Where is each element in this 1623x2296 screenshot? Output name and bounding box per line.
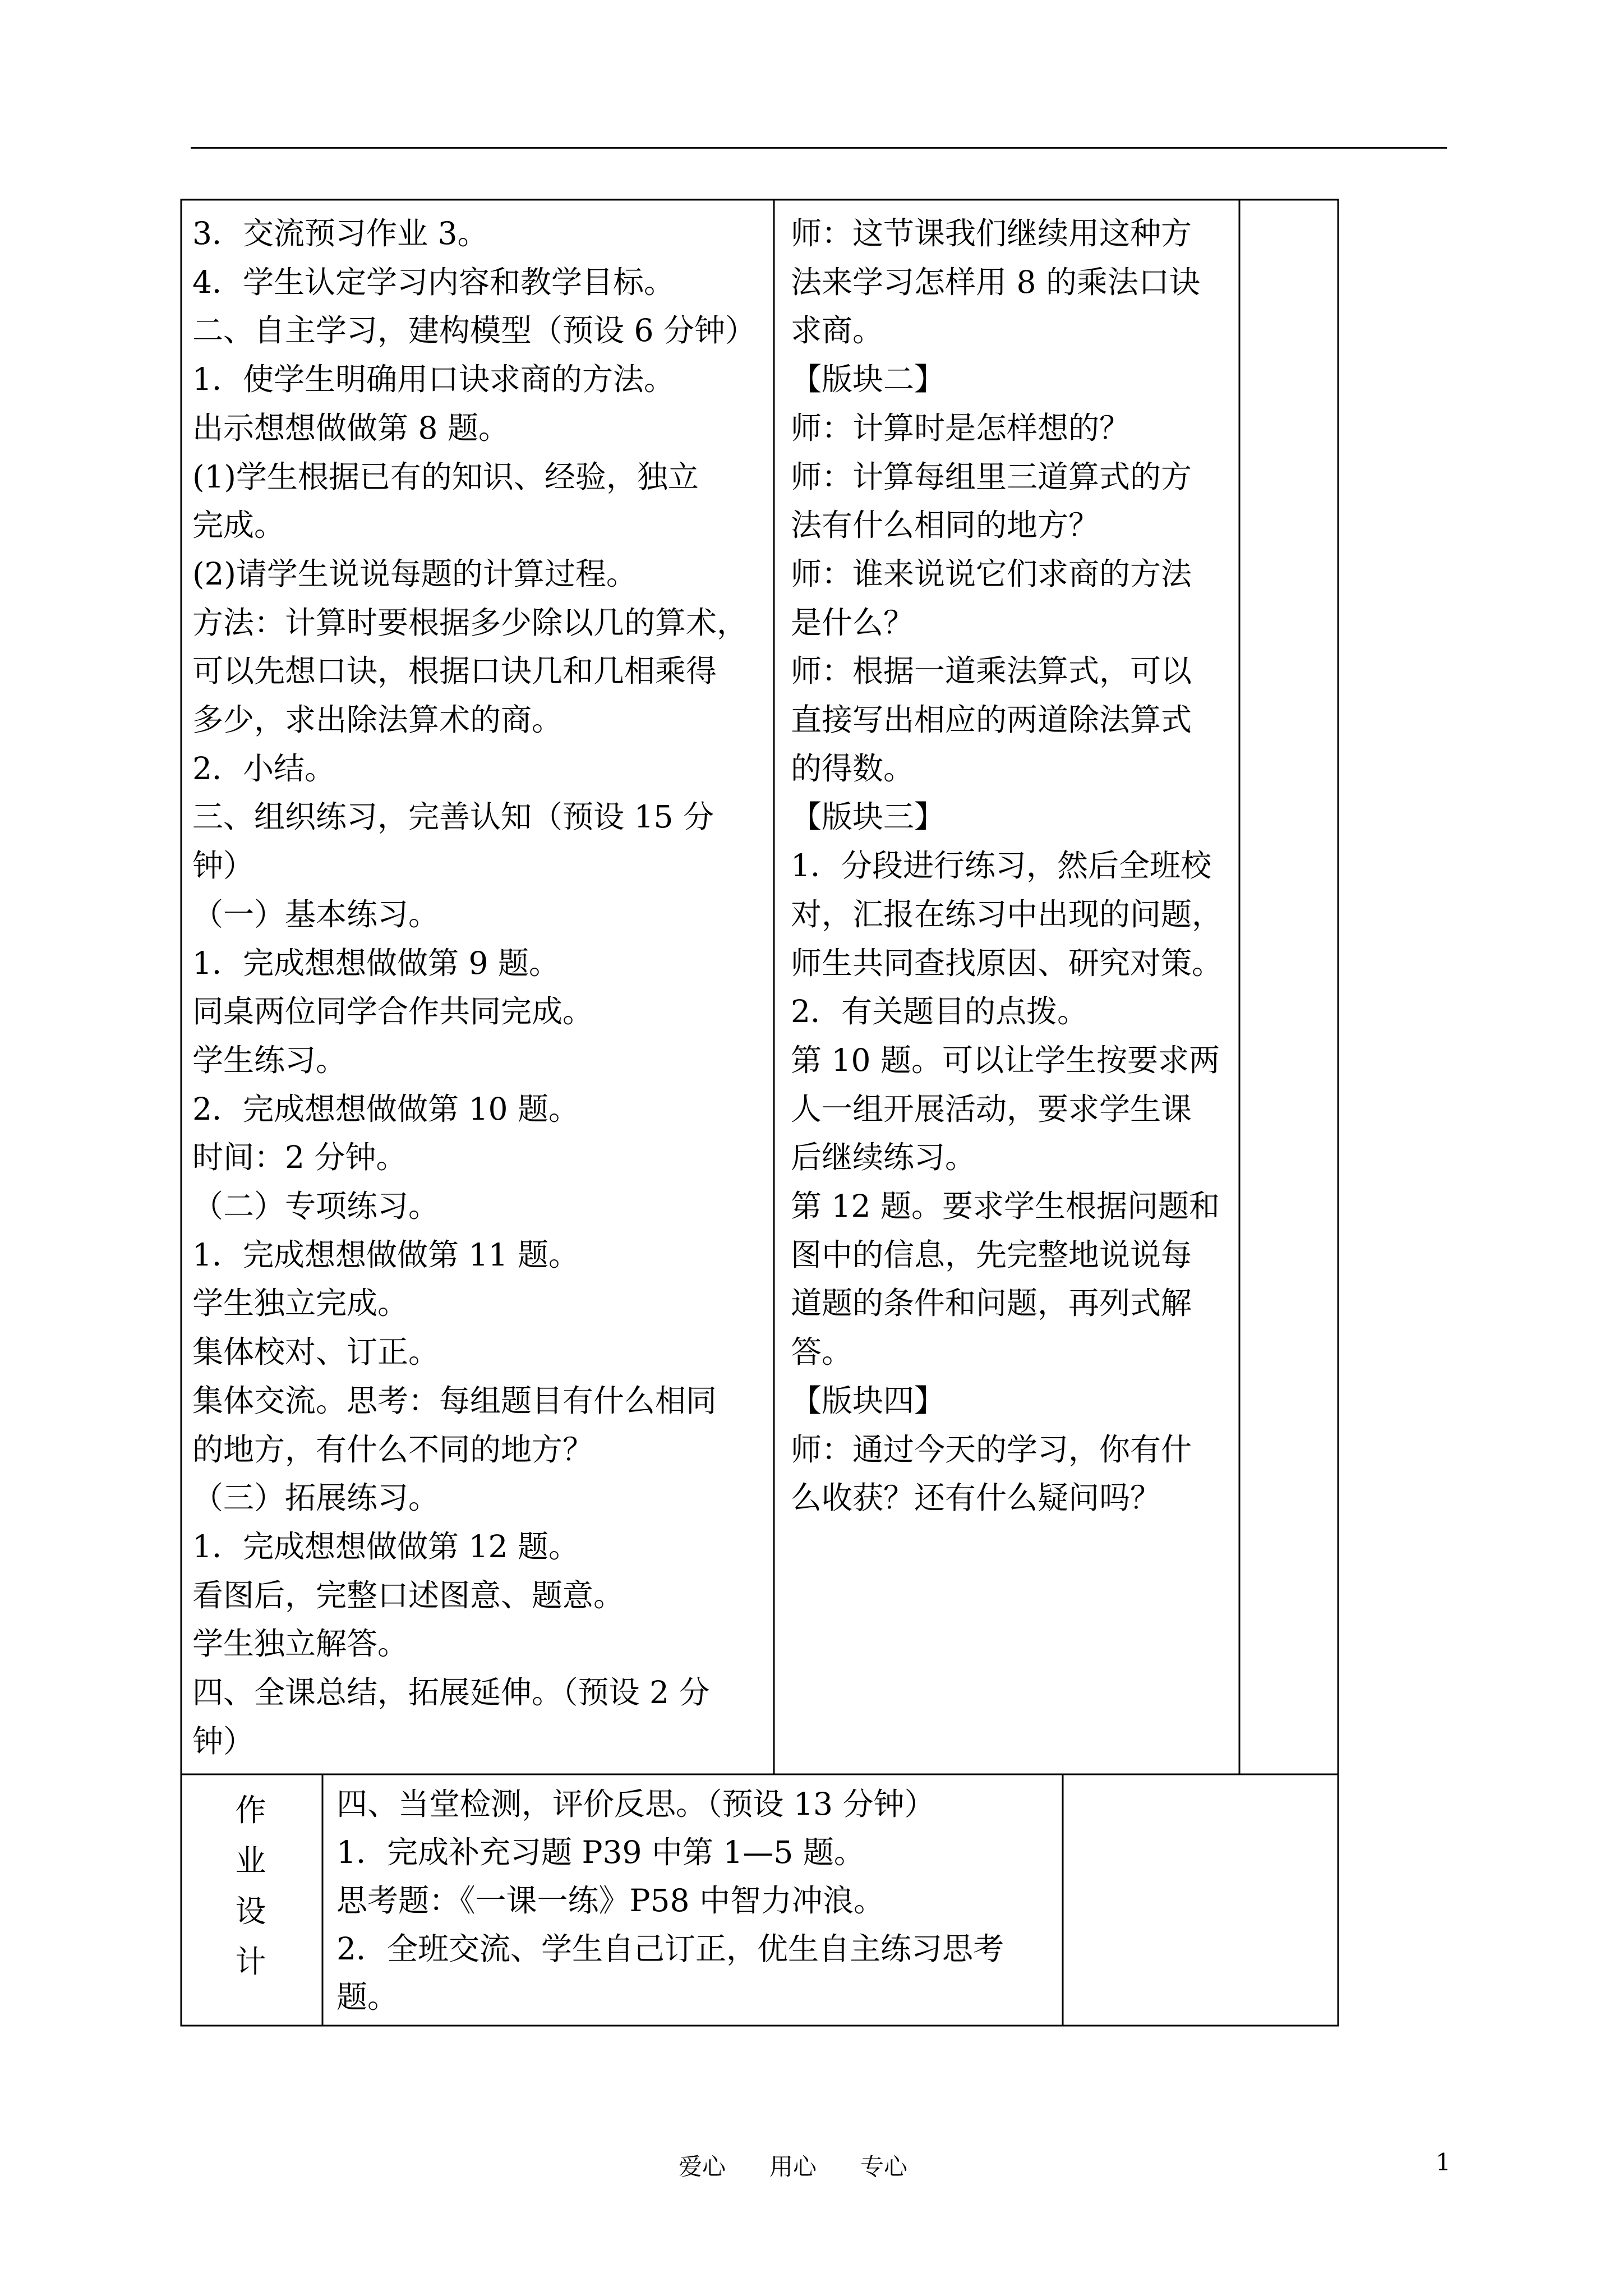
lesson-line: 可以先想口诀，根据口诀几和几相乘得 <box>192 653 717 689</box>
guidance-line: 答。 <box>791 1334 853 1370</box>
lesson-line: (2)请学生说说每题的计算过程。 <box>192 555 637 592</box>
lesson-line: 学生独立解答。 <box>192 1626 409 1662</box>
guidance-line: 求商。 <box>791 312 884 349</box>
guidance-line: 后继续练习。 <box>791 1139 976 1176</box>
guidance-line: 师生共同查找原因、研究对策。 <box>791 945 1223 981</box>
footer-word: 爱心 <box>679 2153 726 2180</box>
guidance-line: 师：计算时是怎样想的？ <box>791 409 1131 446</box>
lesson-line: 2．完成想想做做第 10 题。 <box>192 1091 579 1127</box>
lesson-line: (1)学生根据已有的知识、经验，独立 <box>192 458 699 495</box>
guidance-line: 人一组开展活动，要求学生课 <box>791 1091 1192 1127</box>
homework-label-cell <box>181 1785 321 1987</box>
lesson-line: （二）专项练习。 <box>192 1188 440 1225</box>
lesson-line: 学生独立完成。 <box>192 1285 409 1322</box>
guidance-line: 1．分段进行练习，然后全班校 <box>791 848 1211 884</box>
lesson-line: 出示想想做做第 8 题。 <box>192 409 509 446</box>
lesson-line: 四、全课总结，拓展延伸。（预设 2 分 <box>192 1674 710 1711</box>
lesson-line: 钟） <box>192 848 255 884</box>
guidance-line: 第 12 题。要求学生根据问题和 <box>791 1188 1220 1225</box>
homework-line: 题。 <box>336 1979 399 2015</box>
lesson-line: 1．使学生明确用口诀求商的方法。 <box>192 361 675 398</box>
guidance-line: 【版块三】 <box>791 799 946 835</box>
guidance-line: 是什么？ <box>791 604 915 641</box>
lesson-line: 方法：计算时要根据多少除以几的算术， <box>192 604 748 641</box>
lesson-line: 多少，求出除法算术的商。 <box>192 702 563 738</box>
guidance-line: 师：根据一道乘法算式，可以 <box>791 653 1192 689</box>
lesson-line: 4．学生认定学习内容和教学目标。 <box>192 264 675 300</box>
guidance-line: 对，汇报在练习中出现的问题， <box>791 896 1223 932</box>
lesson-line: 2．小结。 <box>192 750 335 786</box>
homework-line: 四、当堂检测，评价反思。（预设 13 分钟） <box>336 1786 935 1822</box>
lesson-line: （三）拓展练习。 <box>192 1480 440 1516</box>
guidance-line: 【版块二】 <box>791 361 946 398</box>
homework-line: 1．完成补充习题 P39 中第 1—5 题。 <box>336 1834 865 1870</box>
guidance-line: 第 10 题。可以让学生按要求两 <box>791 1042 1220 1078</box>
homework-content-cell <box>336 1780 1054 2021</box>
footer-motto <box>679 2148 951 2182</box>
lesson-line: 3．交流预习作业 3。 <box>192 215 488 251</box>
lesson-process-cell <box>192 209 759 1766</box>
lesson-line: 三、组织练习，完善认知（预设 15 分 <box>192 799 714 835</box>
guidance-line: 师：通过今天的学习，你有什 <box>791 1431 1192 1467</box>
lesson-line: （一）基本练习。 <box>192 896 440 932</box>
guidance-line: 的得数。 <box>791 750 915 786</box>
guidance-line: 道题的条件和问题，再列式解 <box>791 1285 1192 1322</box>
lesson-line: 二、自主学习，建构模型（预设 6 分钟） <box>192 312 756 349</box>
homework-line: 2．全班交流、学生自己订正，优生自主练习思考 <box>336 1931 1004 1967</box>
lesson-line: 钟） <box>192 1723 255 1759</box>
lesson-line: 时间：2 分钟。 <box>192 1139 407 1176</box>
lesson-line: 完成。 <box>192 507 285 544</box>
lesson-line: 1．完成想想做做第 9 题。 <box>192 945 560 981</box>
footer-word: 专心 <box>860 2153 908 2180</box>
guidance-line: 直接写出相应的两道除法算式 <box>791 702 1192 738</box>
page-number: 1 <box>1436 2148 1451 2176</box>
footer-word: 用心 <box>769 2153 817 2180</box>
guidance-line: 法有什么相同的地方？ <box>791 507 1100 544</box>
lesson-line: 1．完成想想做做第 11 题。 <box>192 1236 579 1273</box>
lesson-line: 同桌两位同学合作共同完成。 <box>192 993 594 1030</box>
guidance-line: 师：计算每组里三道算式的方 <box>791 458 1192 495</box>
guidance-line: 法来学习怎样用 8 的乘法口诀 <box>791 264 1200 300</box>
lesson-line: 学生练习。 <box>192 1042 347 1078</box>
guidance-line: 图中的信息，先完整地说说每 <box>791 1236 1192 1273</box>
homework-label-char: 计 <box>235 1944 266 1980</box>
lesson-line: 集体交流。思考：每组题目有什么相同 <box>192 1382 717 1419</box>
guidance-line: 2．有关题目的点拨。 <box>791 993 1088 1030</box>
homework-line: 思考题：《一课一练》P58 中智力冲浪。 <box>336 1883 884 1918</box>
guidance-line: 么收获？还有什么疑问吗？ <box>791 1480 1161 1516</box>
homework-label-char: 业 <box>235 1843 266 1879</box>
guidance-line: 【版块四】 <box>791 1382 946 1419</box>
guidance-line: 师：谁来说说它们求商的方法 <box>791 555 1192 592</box>
homework-label-char: 设 <box>235 1893 266 1929</box>
teacher-guidance-cell <box>791 209 1234 1522</box>
guidance-line: 师：这节课我们继续用这种方 <box>791 215 1192 251</box>
lesson-line: 1．完成想想做做第 12 题。 <box>192 1528 579 1565</box>
lesson-line: 集体校对、订正。 <box>192 1334 440 1370</box>
lesson-line: 的地方，有什么不同的地方？ <box>192 1431 594 1467</box>
homework-label-char: 作 <box>235 1792 266 1828</box>
lesson-line: 看图后，完整口述图意、题意。 <box>192 1577 625 1613</box>
